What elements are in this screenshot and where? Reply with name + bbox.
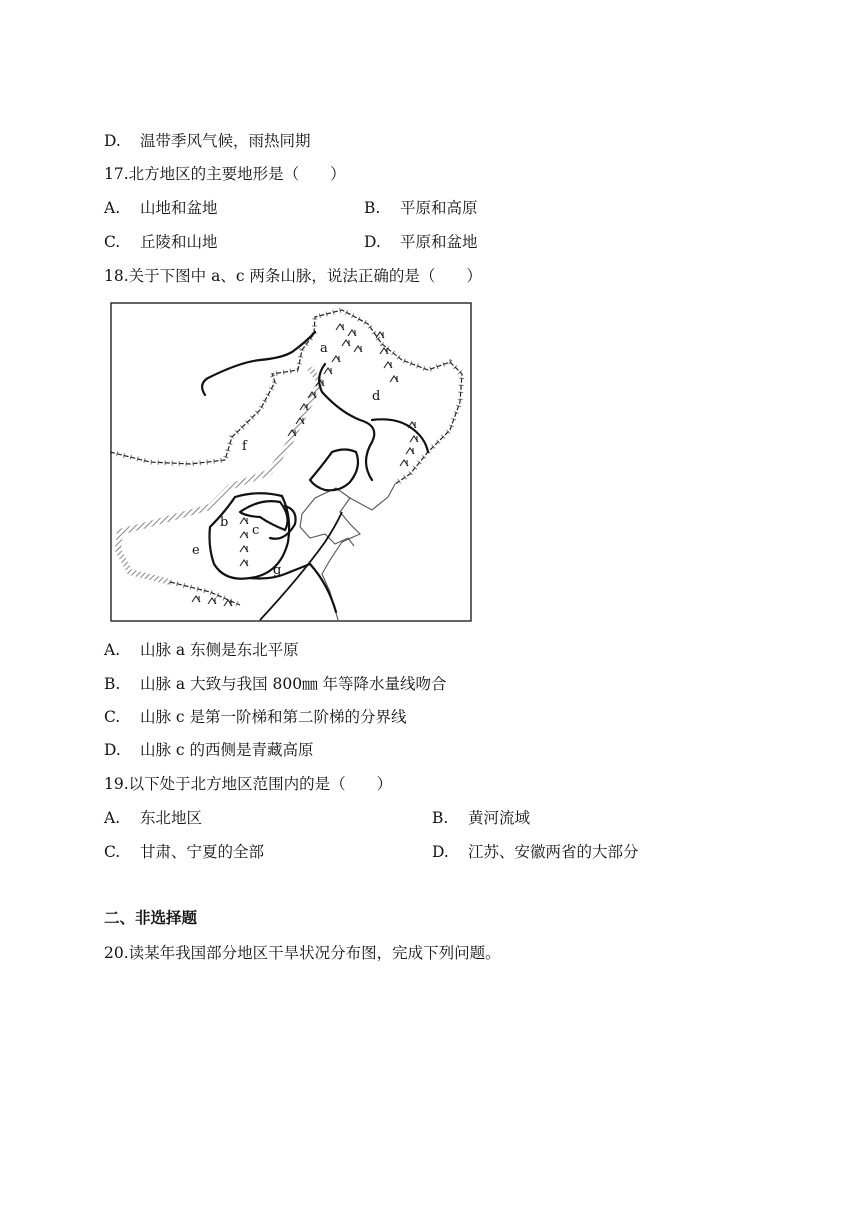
option-key: A. [104,199,121,217]
option-key: A. [104,809,121,827]
option-text: 丘陵和山地 [140,233,218,251]
option-text: 甘肃、宁夏的全部 [140,843,265,861]
q17-stem: 17.北方地区的主要地形是（ ） [104,165,346,183]
q18-option-d [104,740,314,760]
q17-option-a [104,198,218,218]
q19-option-d [432,842,639,862]
map-label-c: c [252,523,260,538]
option-key: C. [104,708,121,726]
map-label-f: f [242,439,247,454]
q19-stem: 19.以下处于北方地区范围内的是（ ） [104,775,393,793]
map-label-g: g [273,563,282,578]
q19-option-b [432,808,530,828]
option-key: D. [364,233,381,251]
option-text: 黄河流域 [468,809,531,827]
option-key: A. [104,641,121,659]
option-text: 东北地区 [140,809,203,827]
option-key: D. [104,741,121,759]
option-key: B. [104,675,121,693]
option-text: 平原和盆地 [400,233,478,251]
q18-option-c [104,707,407,727]
q18-stem: 18.关于下图中 a、c 两条山脉，说法正确的是（ ） [104,267,482,285]
map-label-e: e [192,543,200,558]
option-key: C. [104,843,121,861]
q18-option-a [104,640,299,660]
map-label-b: b [220,515,229,530]
q20-stem: 20.读某年我国部分地区干旱状况分布图，完成下列问题。 [104,944,501,962]
option-key: D. [104,132,121,150]
option-text: 山脉 c 的西侧是青藏高原 [140,741,314,759]
option-key: C. [104,233,121,251]
option-key: D. [432,843,449,861]
option-text: 温带季风气候，雨热同期 [140,132,311,150]
section-heading: 二、非选择题 [104,908,198,927]
option-text: 山脉 a 东侧是东北平原 [140,641,299,659]
q19-option-c [104,842,264,862]
map-label-a: a [320,341,328,356]
option-text: 山地和盆地 [140,199,218,217]
q18-option-b [104,674,447,694]
option-text: 山脉 c 是第一阶梯和第二阶梯的分界线 [140,708,407,726]
q17-option-b [364,198,478,218]
q17-option-d [364,232,478,252]
option-key: B. [432,809,449,827]
q16-option-d [104,131,311,151]
map-label-d: d [372,389,381,404]
option-text: 平原和高原 [400,199,478,217]
north-china-map [110,302,472,622]
q19-option-a [104,808,202,828]
option-text: 山脉 a 大致与我国 800㎜ 年等降水量线吻合 [140,675,447,693]
option-key: B. [364,199,381,217]
option-text: 江苏、安徽两省的大部分 [468,843,639,861]
q17-option-c [104,232,218,252]
